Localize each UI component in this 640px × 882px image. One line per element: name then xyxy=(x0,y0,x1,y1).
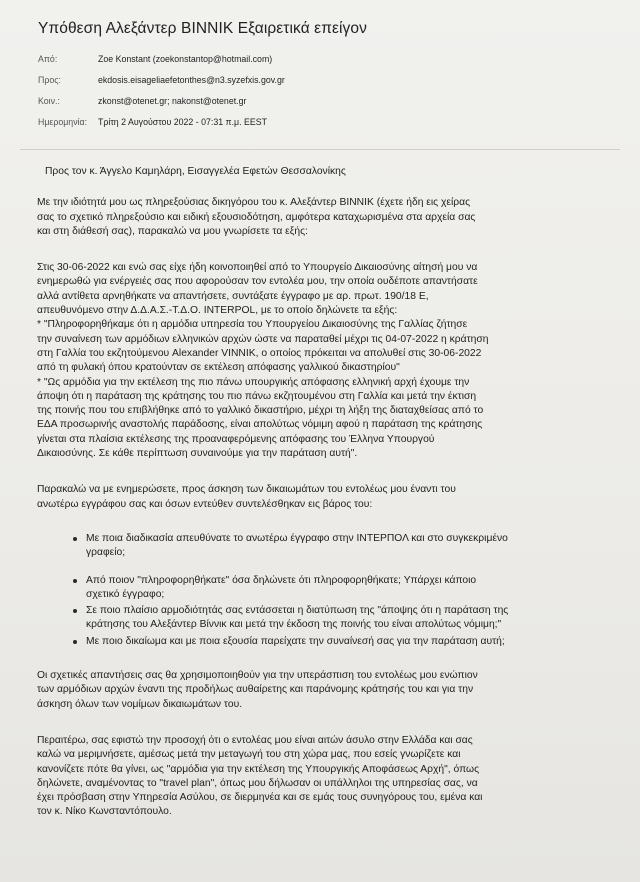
paragraph-2 xyxy=(37,261,627,461)
to-row xyxy=(0,75,640,96)
list-item: Σε ποιο πλαίσιο αρμοδιότητάς σας εντάσσεται η διατύπωση της "άποψης ότι η παράταση της κράτησης του Αλεξάντερ Βίννικ και μετά την έκδοση της ποινής του είναι απολύτως νόμιμη;" xyxy=(86,604,627,633)
bullet-icon xyxy=(73,640,77,644)
header-divider xyxy=(20,149,620,150)
text-line: ανωτέρω εγγράφου σας και όσων εντεύθεν συντελέσθηκαν εις βάρος του: xyxy=(37,498,373,510)
text-line: Οι σχετικές απαντήσεις σας θα χρησιμοποιηθούν για την υπεράσπιση του εντολέως μου ενώπιον xyxy=(37,670,478,682)
text-line: και στη διάθεσή σας), παρακαλώ να μου γνωρίσετε τα εξής: xyxy=(37,225,308,237)
text-line: γίνεται στα πλαίσια εκτέλεσης της προαναφερόμενης απόφασης του Έλληνα Υπουργού xyxy=(37,433,435,445)
paragraph-4 xyxy=(37,669,627,712)
list-item: Με ποια διαδικασία απευθύνατε το ανωτέρω έγγραφο στην ΙΝΤΕΡΠΟΛ και στο συγκεκριμένο γραφείο; xyxy=(86,532,627,561)
text-line: την συναίνεση των αρμόδιων ελληνικών αρχών ώστε να παραταθεί μέχρι τις 04-07-2022 η κράτηση xyxy=(37,333,489,345)
text-line: Δικαιοσύνης. Σε κάθε περίπτωση συναινούμε για την παράταση αυτή". xyxy=(37,448,358,460)
date-row xyxy=(0,117,640,138)
text-line: Με την ιδιότητά μου ως πληρεξούσιας δικηγόρου του κ. Αλεξάντερ ΒΙΝΝΙΚ (έχετε ήδη εις χείρας xyxy=(37,197,471,209)
paragraph-3 xyxy=(37,483,627,512)
text-line: ενημερωθώ για ενέργειές σας που αφορούσαν τον εντολέα μου, την οποία ουδέποτε απαντήσατε xyxy=(37,276,478,288)
text-line: άσκηση όλων των νομίμων δικαιωμάτων του. xyxy=(37,698,243,710)
list-item: Από ποιον "πληροφορηθήκατε" όσα δηλώνετε ότι πληροφορηθήκατε; Υπάρχει κάποιο σχετικό έγγραφο; xyxy=(86,574,627,603)
email-subject: Υπόθεση Αλεξάντερ ΒΙΝΝΙΚ Εξαιρετικά επείγον xyxy=(38,20,367,37)
text-line: Παρακαλώ να με ενημερώσετε, προς άσκηση των δικαιωμάτων του εντολέως μου έναντι του xyxy=(37,484,456,496)
to-label: Προς: xyxy=(38,75,61,85)
cc-row xyxy=(0,96,640,117)
cc-label: Κοιν.: xyxy=(38,96,60,106)
text-line: της ποινής που του επιβλήθηκε από το γαλλικό δικαστήριο, μέχρι τη λήξη της διαταχθείσας από το xyxy=(37,405,484,417)
date-value: Τρίτη 2 Αυγούστου 2022 - 07:31 π.μ. EEST xyxy=(98,117,267,127)
text-line: σας το σχετικό πληρεξούσιο και ειδική εξουσιοδότηση, αμφότερα καταχωρισμένα στα αρχεία σας xyxy=(37,211,476,223)
greeting: Προς τον κ. Άγγελο Καμηλάρη, Εισαγγελέα Εφετών Θεσσαλονίκης xyxy=(45,166,346,177)
text-line: τον κ. Νίκο Κωνσταντόπουλο. xyxy=(37,806,172,818)
text-line: δηλώνετε, αναμένοντας το "travel plan", όπως μου δήλωσαν οι υπάλληλοι της υπηρεσίας σας, να xyxy=(37,777,478,789)
text-line: απευθυνόμενο στην Δ.Δ.Α.Σ.-Τ.Δ.Ο. INTERPOL, με το οποίο δηλώνετε τα εξής: xyxy=(37,305,398,317)
paragraph-1 xyxy=(37,196,627,239)
text-line: Περαιτέρω, σας εφιστώ την προσοχή ότι ο εντολέας μου είναι αιτών άσυλο στην Ελλάδα και σας xyxy=(37,734,473,746)
text-line: αλλά αντίθετα αρνηθήκατε να απαντήσετε, συντάξατε έγγραφο με αρ. πρωτ. 190/18 Ε, xyxy=(37,290,429,302)
text-line: των αρμόδιων αρχών έναντι της προδήλως αυθαίρετης και παράνομης κράτησής του και για την xyxy=(37,684,474,696)
from-row xyxy=(0,54,640,75)
from-label: Από: xyxy=(38,54,58,64)
list-item: Με ποιο δικαίωμα και με ποια εξουσία παρείχατε την συναίνεσή σας για την παράταση αυτή; xyxy=(86,635,627,649)
bullet-icon xyxy=(73,579,77,583)
text-line: στη Γαλλία του εκζητούμενου Alexander VINNIK, ο οποίος πρόκειται να απολυθεί στις 30-06-2022 xyxy=(37,347,482,359)
date-label: Ημερομηνία: xyxy=(38,117,88,127)
bullet-icon xyxy=(73,609,77,613)
text-line: έχει πρόσβαση στην Υπηρεσία Ασύλου, σε διερμηνέα και σε εμάς τους συνηγόρους του, εμένα και xyxy=(37,792,483,804)
text-line: * "Πληροφορηθήκαμε ότι η αρμόδια υπηρεσία του Υπουργείου Δικαιοσύνης της Γαλλίας ζήτησε xyxy=(37,319,468,331)
text-line: καλώ να μεριμνήσετε, αμέσως μετά την μεταγωγή του στη χώρα μας, που εσείς γνωρίζετε και xyxy=(37,749,461,761)
email-header xyxy=(0,54,640,138)
from-value[interactable]: Zoe Konstant (zoekonstantop@hotmail.com) xyxy=(98,54,273,64)
cc-value[interactable]: zkonst@otenet.gr; nakonst@otenet.gr xyxy=(98,96,247,106)
text-line: από τη φυλακή όπου κρατούνταν σε εκτέλεση απόφασης γαλλικού δικαστηρίου" xyxy=(37,362,400,374)
text-line: κανονίζετε πότε θα γίνει, ως "αρμόδια για την εκτέλεση της Υπουργικής Αποφάσεως Αρχή", όπως xyxy=(37,763,480,775)
text-line: άποψη ότι η παράταση της κράτησης του πιο πάνω εκζητουμένου στη Γαλλία και μετά την έκτιση xyxy=(37,390,477,402)
text-line: * "Ως αρμόδια για την εκτέλεση της πιο πάνω υπουργικής απόφασης ελληνική αρχή έχουμε την xyxy=(37,376,470,388)
email-body xyxy=(37,165,627,820)
text-line: ΕΔΑ προσωρινής αναστολής παράδοσης, είναι απολύτως νόμιμη αφού η παράταση της κράτησης xyxy=(37,419,483,431)
text-line: Στις 30-06-2022 και ενώ σας είχε ήδη κοινοποιηθεί από το Υπουργείο Δικαιοσύνης αίτησή μου να xyxy=(37,262,478,274)
paragraph-5 xyxy=(37,734,627,820)
bullet-icon xyxy=(73,537,77,541)
to-value[interactable]: ekdosis.eisageliaefetonthes@n3.syzefxis.gov.gr xyxy=(98,75,285,85)
question-list xyxy=(37,532,627,649)
